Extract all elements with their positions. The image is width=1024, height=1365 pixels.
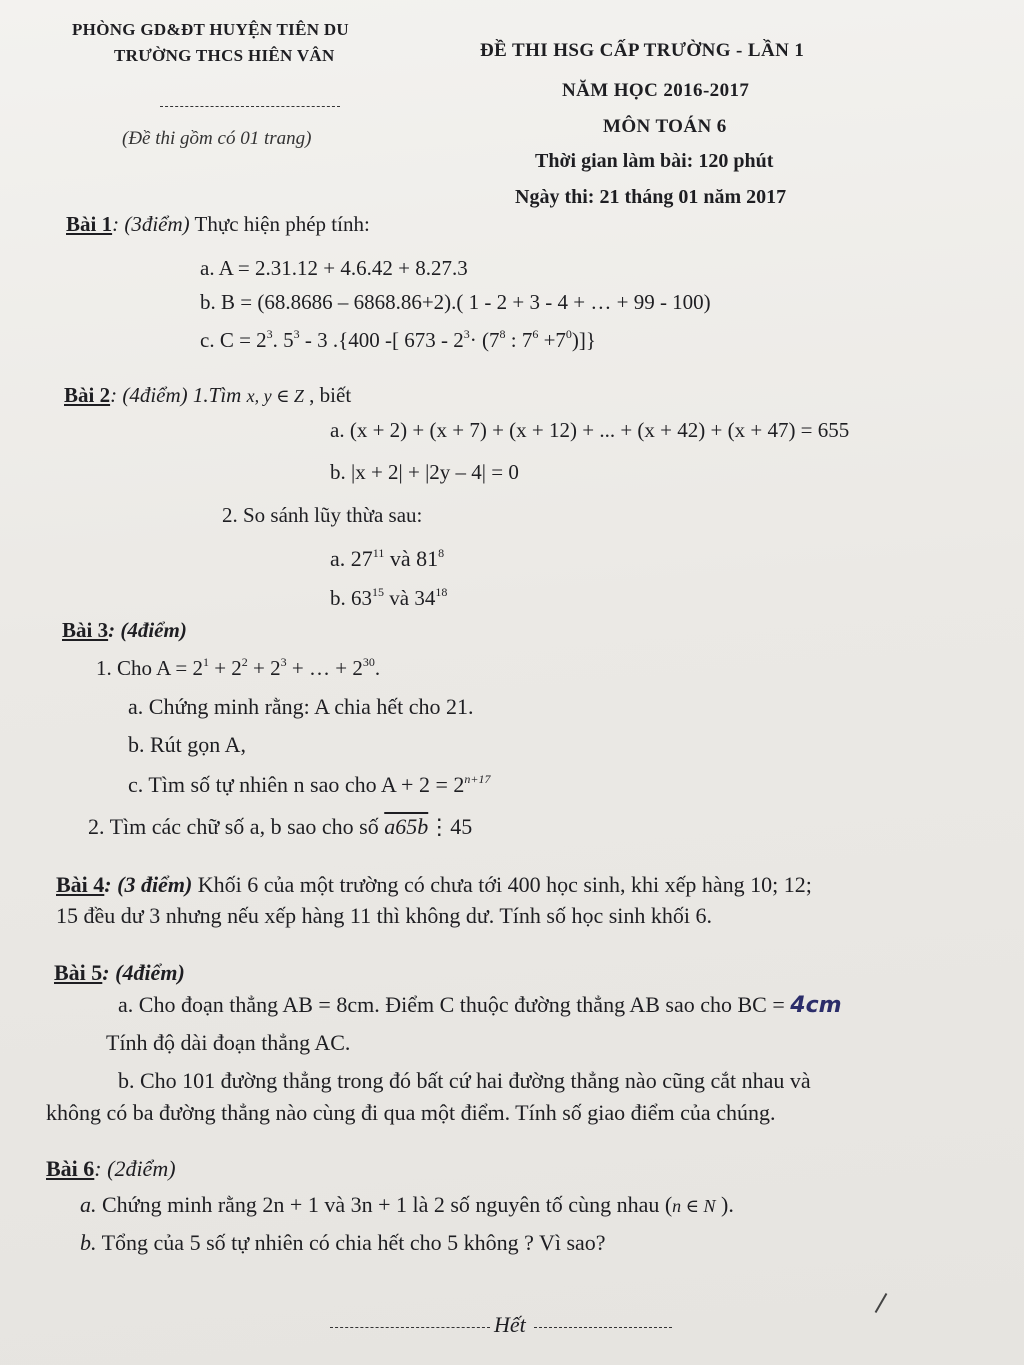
bai5-points: : (4điểm): [102, 960, 185, 985]
bai3-a: a. Chứng minh rằng: A chia hết cho 21.: [128, 694, 474, 719]
bai1-points: : (3điểm): [112, 212, 190, 236]
pen-mark: [875, 1293, 888, 1313]
bai6-a: a. Chứng minh rằng 2n + 1 và 3n + 1 là 2 số nguyên tố cùng nhau (n ∈ N ).: [80, 1192, 734, 1217]
bai4-line2: 15 đều dư 3 nhưng nếu xếp hàng 11 thì không dư. Tính số học sinh khối 6.: [56, 903, 713, 928]
school-name: TRƯỜNG THCS HIÊN VÂN: [114, 46, 335, 65]
bai2-b: b. |x + 2| + |2y – 4| = 0: [330, 460, 519, 484]
bai2-compare-b: b. $63^{15}$ và $34^{18}$: [330, 585, 448, 610]
bai1-heading: [66, 212, 370, 237]
bai4-line1: [56, 872, 812, 898]
handwritten-answer: 4cm: [790, 993, 842, 1018]
exam-title: ĐỀ THI HSG CẤP TRƯỜNG - LẦN 1: [480, 40, 805, 61]
bai1-label: Bài 1: [66, 212, 113, 236]
bai3-q1: 1. Cho $A = 2^1 + 2^2 + 2^3$ + … + $2^{30}$.: [96, 655, 381, 680]
dept-name: PHÒNG GD&ĐT HUYỆN TIÊN DU: [72, 20, 350, 39]
bai3-points: : (4điểm): [108, 618, 187, 642]
exam-date: Ngày thi: 21 tháng 01 năm 2017: [515, 186, 787, 208]
bai3-c: c. Tìm số tự nhiên n sao cho $A + 2 = 2^{n+17}$: [128, 772, 491, 797]
end-marker: Hết: [494, 1312, 526, 1337]
bai2-label: Bài 2: [64, 383, 111, 407]
bai5-a-line2: Tính độ dài đoạn thẳng AC.: [106, 1030, 351, 1055]
school-year: NĂM HỌC 2016-2017: [562, 80, 750, 101]
bai2-heading: [64, 383, 351, 408]
bai5-b-line1: b. Cho 101 đường thẳng trong đó bất cứ hai đường thẳng nào cũng cắt nhau và: [118, 1068, 811, 1093]
bai2-task2: 2. So sánh lũy thừa sau:: [222, 503, 423, 527]
bai5-b-line2: không có ba đường thẳng nào cùng đi qua một điểm. Tính số giao điểm của chúng.: [46, 1100, 776, 1125]
bai6-heading: [46, 1156, 176, 1182]
bai2-compare-a: a. $27^{11}$ và $81^8$: [330, 546, 445, 571]
footer-divider-left: [330, 1327, 490, 1328]
bai1-task: Thực hiện phép tính:: [189, 212, 370, 236]
pages-note: (Đề thi gồm có 01 trang): [122, 128, 312, 149]
bai4-text1: Khối 6 của một trường có chưa tới 400 học sinh, khi xếp hàng 10; 12;: [192, 872, 812, 897]
bai6-points: : (2điểm): [94, 1156, 176, 1181]
bai5-heading: [54, 960, 185, 986]
exam-duration: Thời gian làm bài: 120 phút: [535, 150, 774, 172]
bai3-heading: [62, 618, 187, 643]
header-divider: [160, 106, 340, 107]
bai6-label: Bài 6: [46, 1156, 95, 1181]
bai2-task1-end: , biết: [303, 383, 352, 407]
bai2-task1: 1.Tìm: [187, 383, 247, 407]
bai4-label: Bài 4: [56, 872, 105, 897]
footer-divider-right: [534, 1327, 672, 1328]
bai6-b: b. Tổng của 5 số tự nhiên có chia hết cho 5 không ? Vì sao?: [80, 1230, 606, 1255]
subject: MÔN TOÁN 6: [603, 116, 727, 137]
bai5-label: Bài 5: [54, 960, 103, 985]
bai1-a: a. A = 2.31.12 + 4.6.42 + 8.27.3: [200, 256, 468, 280]
bai3-q2: 2. Tìm các chữ số a, b sao cho số a65b⋮45: [88, 814, 473, 839]
bai2-a: a. (x + 2) + (x + 7) + (x + 12) + ... + (x + 42) + (x + 47) = 655: [330, 418, 850, 442]
bai3-b: b. Rút gọn A,: [128, 732, 246, 757]
bai2-points: : (4điểm): [110, 383, 188, 407]
bai2-vars: x, y ∈ Z: [246, 386, 304, 406]
bai5-a-line1: a. Cho đoạn thẳng AB = 8cm. Điểm C thuộc đường thẳng AB sao cho BC = 4cm: [118, 992, 842, 1018]
bai1-b: b. B = (68.8686 – 6868.86+2).( 1 - 2 + 3 - 4 + … + 99 - 100): [200, 290, 711, 314]
bai3-label: Bài 3: [62, 618, 109, 642]
bai4-points: : (3 điểm): [104, 872, 193, 897]
bai1-c: c. $C = 2^3$. $5^3 - 3$ .{400 -[ $673 - 2^3\cdot (7^8$ : $7^6 +7^0$)]}: [200, 327, 596, 352]
